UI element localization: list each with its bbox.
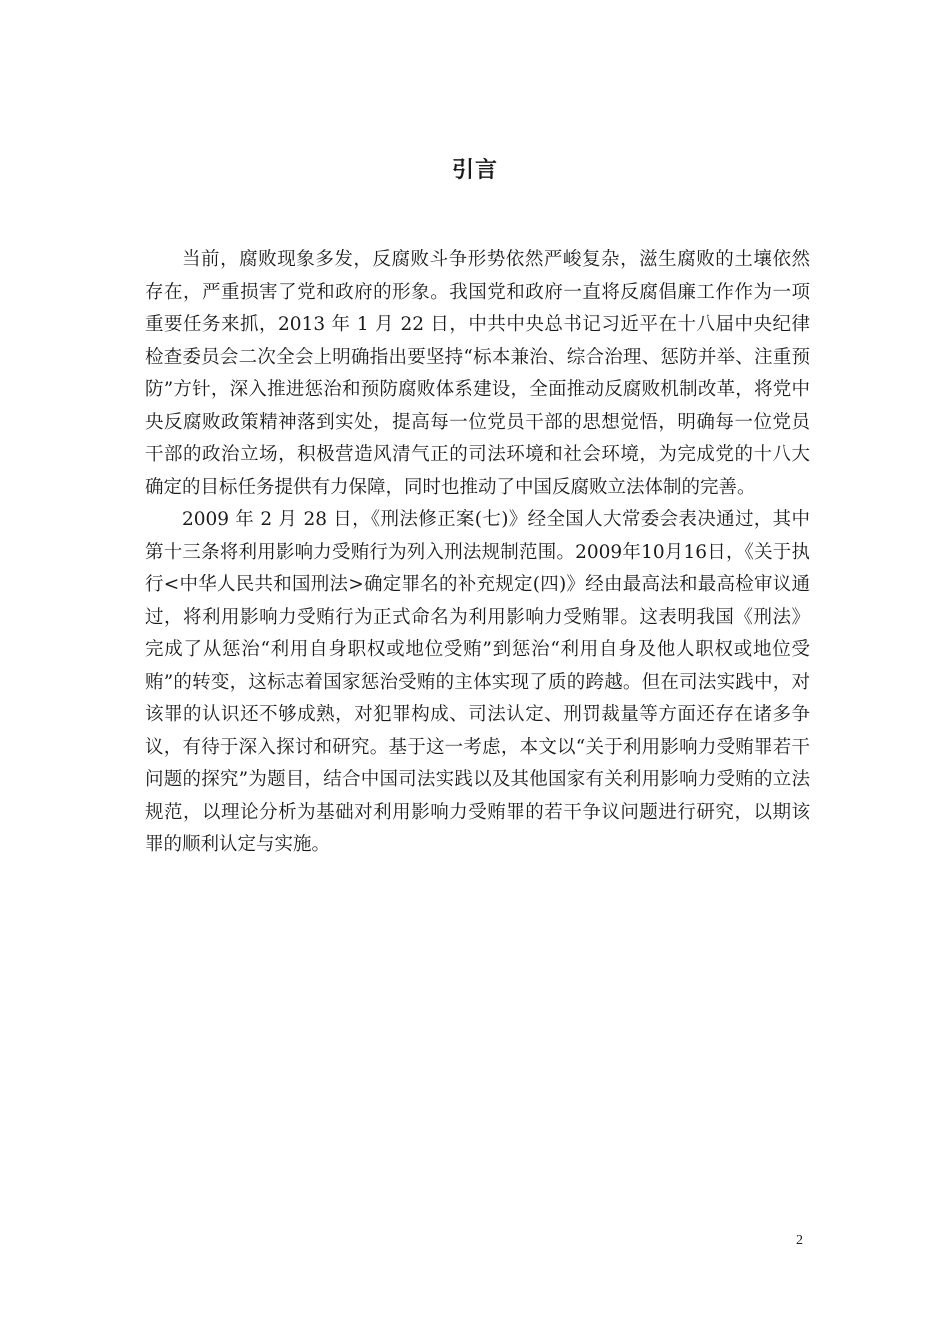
page-number: 2 bbox=[796, 1233, 803, 1248]
page-title: 引言 bbox=[451, 157, 498, 183]
paragraph-1: 当前，腐败现象多发，反腐败斗争形势依然严峻复杂，滋生腐败的土壤依然存在，严重损害了党和政府的形象。我国党和政府一直将反腐倡廉工作作为一项重要任务来抓，2013 年 1 月 22 日，中共中央总书记习近平在十八届中央纪律检查委员会二次全会上明确指出要坚持“标本兼治、综合治理、惩防并举、注重预防”方针，深入推进惩治和预防腐败体系建设，全面推动反腐败机制改革，将党中央反腐败政策精神落到实处，提高每一位党员干部的思想觉悟，明确每一位党员干部的政治立场，积极营造风清气正的司法环境和社会环境，为完成党的十八大确定的目标任务提供有力保障，同时也推动了中国反腐败立法体制的完善。 bbox=[145, 249, 810, 498]
body-text bbox=[145, 244, 810, 862]
paragraph-2: 2009 年 2 月 28 日，《刑法修正案(七)》经全国人大常委会表决通过，其中第十三条将利用影响力受贿行为列入刑法规制范围。2009年10月16日，《关于执行<中华人民共和国刑法>确定罪名的补充规定(四)》经由最高法和最高检审议通过，将利用影响力受贿行为正式命名为利用影响力受贿罪。这表明我国《刑法》完成了从惩治“利用自身职权或地位受贿”到惩治“利用自身及他人职权或地位受贿”的转变，这标志着国家惩治受贿的主体实现了质的跨越。但在司法实践中，对该罪的认识还不够成熟，对犯罪构成、司法认定、刑罚裁量等方面还存在诸多争议，有待于深入探讨和研究。基于这一考虑，本文以“关于利用影响力受贿罪若干问题的探究”为题目，结合中国司法实践以及其他国家有关利用影响力受贿的立法规范，以理论分析为基础对利用影响力受贿罪的若干争议问题进行研究，以期该罪的顺利认定与实施。 bbox=[145, 509, 810, 855]
